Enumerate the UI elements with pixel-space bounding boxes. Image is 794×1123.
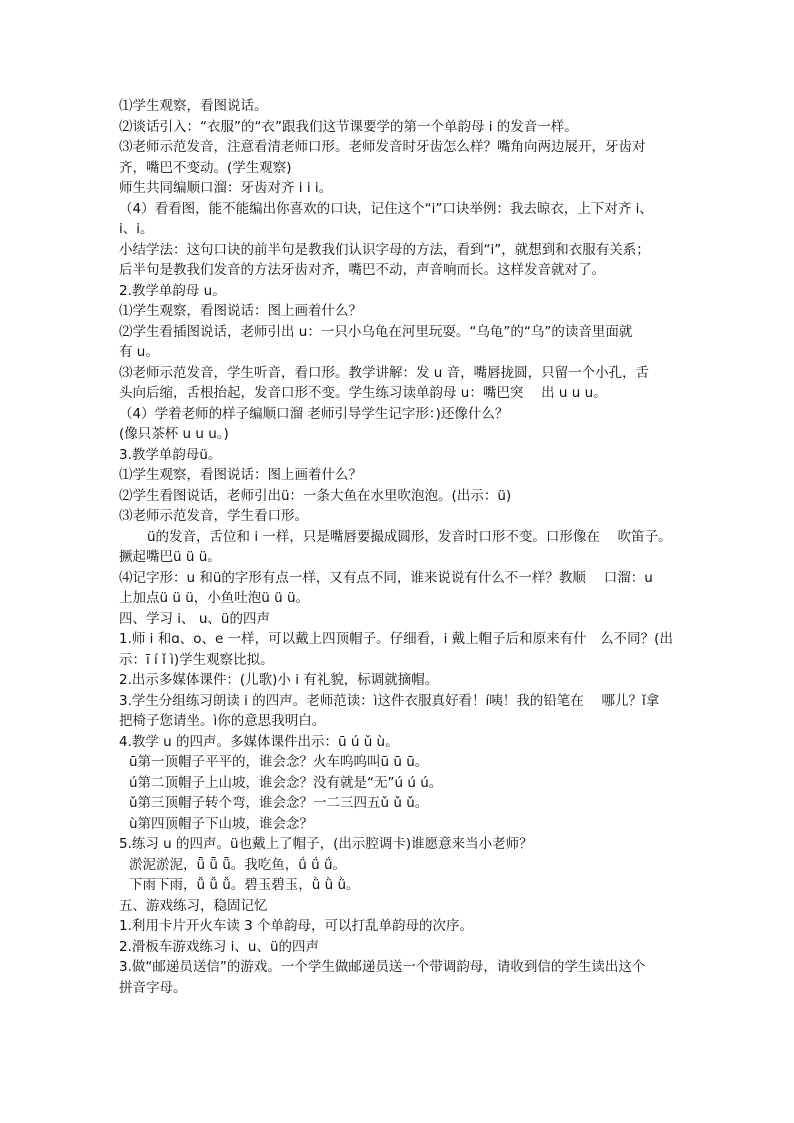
text-line: 下雨下雨，ǚ ǚ ǚ。碧玉碧玉，ǜ ǜ ǜ。 <box>129 877 360 893</box>
text-line: 拼音字母。 <box>119 979 187 996</box>
text-line: 3.学生分组练习朗读 i 的四声。老师范读：ì这件衣服真好看！í咦！我的铅笔在 哪儿？ǐ拿 <box>119 692 660 709</box>
text-line: ú第二顶帽子上山坡，谁会念？没有就是“无”ú ú ú。 <box>129 774 443 791</box>
text-line: ⑴学生观察，看图说话。 <box>119 98 268 114</box>
text-line: ⑵学生看图说话，老师引出ü：一条大鱼在水里吹泡泡。(出示：ü) <box>119 487 512 504</box>
text-line: 1.利用卡片开火车读 3 个单韵母，可以打乱单韵母的次序。 <box>119 918 474 934</box>
text-line: ⑶老师示范发音，学生看口形。 <box>119 508 308 524</box>
text-line: i、i。 <box>119 221 154 237</box>
text-line: ù第四顶帽子下山坡，谁会念？ <box>129 815 314 832</box>
text-line: 师生共同编顺口溜：牙齿对齐 i i i。 <box>119 180 333 196</box>
text-line: 示：ī í ǐ ì)学生观察比拟。 <box>119 651 274 668</box>
text-line: （4）看看图，能不能编出你喜欢的口诀，记住这个“i”口诀举例：我去晾衣，上下对齐 i、 <box>119 200 653 217</box>
text-line: 2.出示多媒体课件：(儿歌)小 i 有礼貌，标调就摘帽。 <box>119 672 439 688</box>
text-line: 淤泥淤泥，ǖ ǖ ǖ。我吃鱼，ǘ ǘ ǘ。 <box>129 856 347 873</box>
section-heading: 2.教学单韵母 u。 <box>119 282 226 299</box>
text-line: ⑴学生观察，看图说话：图上画着什么？ <box>119 467 362 483</box>
section-heading: 四、学习 i、 u、ü的四声 <box>119 610 270 627</box>
text-line: 1.师 i 和ɑ、o、e 一样，可以戴上四顶帽子。仔细看，i 戴上帽子后和原来有什 么不同？(出 <box>119 631 673 647</box>
section-heading: 3.教学单韵母ü。 <box>119 446 222 463</box>
text-line: ü的发音，舌位和 i 一样，只是嘴唇要撮成圆形，发音时口形不变。口形像在 吹笛子。 <box>147 528 672 545</box>
text-line: ǔ第三顶帽子转个弯，谁会念？一二三四五ǔ ǔ ǔ。 <box>129 795 429 811</box>
text-line: 把椅子您请坐。ì你的意思我明白。 <box>119 713 326 729</box>
text-line: ⑵谈话引入：“衣服”的“衣”跟我们这节课要学的第一个单韵母 i 的发音一样。 <box>119 118 578 135</box>
text-line: 有 u。 <box>119 344 159 360</box>
text-line: ⑶老师示范发音，注意看清老师口形。老师发音时牙齿怎么样？嘴角向两边展开，牙齿对 <box>119 139 646 155</box>
text-line: 撅起嘴巴ü ü ü。 <box>119 549 221 565</box>
text-line: (像只茶杯 u u u。) <box>119 426 229 442</box>
text-line: （4）学着老师的样子编顺口溜 老师引导学生记字形：)还像什么？ <box>119 405 509 422</box>
text-line: 小结学法：这句口诀的前半句是教我们认识字母的方法，看到“i”，就想到和衣服有关系； <box>119 241 650 258</box>
text-line: ⑴学生观察，看图说话：图上画着什么？ <box>119 303 362 319</box>
text-line: ⑷记字形：u 和ü的字形有点一样，又有点不同，谁来说说有什么不一样？教顺 口溜：u <box>119 569 653 586</box>
text-line: 上加点ü ü ü，小鱼吐泡ü ü ü。 <box>119 590 310 606</box>
text-line: 2.滑板车游戏练习 i、u、ü的四声 <box>119 938 320 955</box>
text-line: ū第一顶帽子平平的，谁会念？火车呜呜叫ū ū ū。 <box>129 754 429 770</box>
text-line: 齐，嘴巴不变动。(学生观察) <box>119 159 292 176</box>
text-line: 4.教学 u 的四声。多媒体课件出示：ū ú ǔ ù。 <box>119 733 399 750</box>
text-line: ⑵学生看插图说话，老师引出 u：一只小乌龟在河里玩耍。“乌龟”的“乌”的读音里面就 <box>119 323 633 340</box>
section-heading: 五、游戏练习，稳固记忆 <box>119 897 268 914</box>
document-body <box>119 96 689 998</box>
text-line: 5.练习 u 的四声。ü也戴上了帽子，(出示腔调卡)谁愿意来当小老师？ <box>119 836 533 852</box>
text-line: 头向后缩，舌根抬起，发音口形不变。学生练习读单韵母 u：嘴巴突 出 u u u。 <box>119 385 607 401</box>
text-line: 3.做“邮递员送信”的游戏。一个学生做邮递员送一个带调韵母，请收到信的学生读出这个 <box>119 959 646 975</box>
text-line: 后半句是教我们发音的方法牙齿对齐，嘴巴不动，声音响而长。这样发音就对了。 <box>119 262 605 278</box>
text-line: ⑶老师示范发音，学生听音，看口形。教学讲解：发 u 音，嘴唇拢圆，只留一个小孔，舌 <box>119 364 650 381</box>
